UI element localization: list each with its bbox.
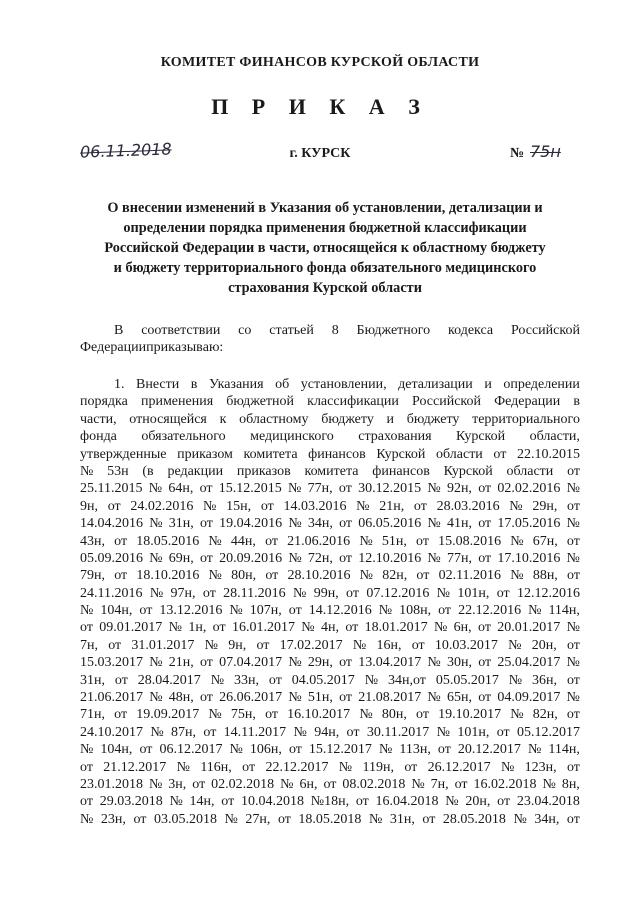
subject-line: и бюджету территориального фонда обязательного медицинского: [113, 260, 537, 276]
text-line: от 29.03.2018 № 14н, от 10.04.2018 №18н, от 16.04.2018 № 20н, от 23.04.2018: [80, 794, 580, 810]
text-line: 24.11.2016 № 97н, от 28.11.2016 № 99н, от 07.12.2016 № 101н, от 12.12.2016: [80, 585, 580, 601]
text-line: 23.01.2018 № 3н, от 02.02.2018 № 6н, от 08.02.2018 № 7н, от 16.02.2018 № 8н,: [80, 776, 580, 792]
text-line: 71н, от 19.09.2017 № 75н, от 16.10.2017 № 80н, от 19.10.2017 № 82н, от: [80, 707, 580, 723]
text-line: 1. Внести в Указания об установлении, детализации и определении: [114, 377, 580, 392]
subject-line: определении порядка применения бюджетной классификации: [123, 220, 527, 236]
text-line: от 09.01.2017 № 1н, от 16.01.2017 № 4н, от 18.01.2017 № 6н, от 20.01.2017 №: [80, 620, 580, 636]
text-line: № 23н, от 03.05.2018 № 27н, от 18.05.2018 № 31н, от 28.05.2018 № 34н, от: [80, 811, 580, 827]
text-line: В соответствии со статьей 8 Бюджетного кодекса Российской: [114, 323, 580, 338]
subject-line: Российской Федерации в части, относящейся к областному бюджету: [104, 240, 546, 256]
subject-line: О внесении изменений в Указания об установлении, детализации и: [107, 200, 543, 216]
subject-line: страхования Курской области: [228, 280, 422, 296]
number-label: №: [510, 146, 525, 161]
text-line: 9н, от 24.02.2016 № 15н, от 14.03.2016 № 21н, от 28.03.2016 № 29н, от: [80, 498, 580, 514]
text-line: 79н, от 18.10.2016 № 80н, от 28.10.2016 № 82н, от 02.11.2016 № 88н, от: [80, 568, 580, 584]
handwritten-number: 75н: [530, 142, 561, 161]
item-1-paragraph: [80, 376, 580, 828]
text-line: Федерации п р и к а з ы в а ю:: [80, 340, 224, 356]
text-line: 43н, от 18.05.2016 № 44н, от 21.06.2016 № 51н, от 15.08.2016 № 67н, от: [80, 533, 580, 549]
text-line: 25.11.2015 № 64н, от 15.12.2015 № 77н, от 30.12.2015 № 92н, от 02.02.2016 №: [80, 481, 580, 497]
text-line: 31н, от 28.04.2017 № 33н, от 04.05.2017 № 34н,от 05.05.2017 № 36н, от: [80, 672, 580, 688]
text-line: порядка применения бюджетной классификации Российской Федерации в: [80, 394, 580, 410]
preamble-paragraph: [80, 322, 580, 357]
text-line: 21.06.2017 № 48н, от 26.06.2017 № 51н, от 21.08.2017 № 65н, от 04.09.2017 №: [80, 690, 580, 706]
document-type-title: П Р И К А З: [211, 94, 429, 119]
text-line: части, относящейся к областному бюджету и бюджету территориального: [80, 411, 580, 427]
text-line: 15.03.2017 № 21н, от 07.04.2017 № 29н, от 13.04.2017 № 30н, от 25.04.2017 №: [80, 655, 580, 671]
committee-title: КОМИТЕТ ФИНАНСОВ КУРСКОЙ ОБЛАСТИ: [160, 55, 480, 70]
text-line: 14.04.2016 № 31н, от 19.04.2016 № 34н, от 06.05.2016 № 41н, от 17.05.2016 №: [80, 516, 580, 532]
handwritten-date: 06.11.2018: [79, 139, 172, 162]
text-line: № 104н, от 13.12.2016 № 107н, от 14.12.2016 № 108н, от 22.12.2016 № 114н,: [80, 603, 580, 619]
text-line: № 53н (в редакции приказов комитета финансов Курской области от: [80, 463, 580, 479]
text-line: утвержденные приказом комитета финансов Курской области от 22.10.2015: [80, 446, 580, 462]
text-line: 05.09.2016 № 69н, от 20.09.2016 № 72н, от 12.10.2016 № 77н, от 17.10.2016 №: [80, 550, 580, 566]
text-line: 7н, от 31.01.2017 № 9н, от 17.02.2017 № 16н, от 10.03.2017 № 20н, от: [80, 637, 580, 653]
text-line: № 104н, от 06.12.2017 № 106н, от 15.12.2017 № 113н, от 20.12.2017 № 114н,: [80, 742, 580, 758]
text-line: 24.10.2017 № 87н, от 14.11.2017 № 94н, от 30.11.2017 № 101н, от 05.12.2017: [80, 724, 580, 740]
city-label: г. КУРСК: [289, 146, 351, 161]
text-line: фонда обязательного медицинского страхования Курской области,: [80, 429, 580, 445]
text-line: от 21.12.2017 № 116н, от 22.12.2017 № 119н, от 26.12.2017 № 123н, от: [80, 759, 580, 775]
order-subject: [80, 198, 570, 298]
